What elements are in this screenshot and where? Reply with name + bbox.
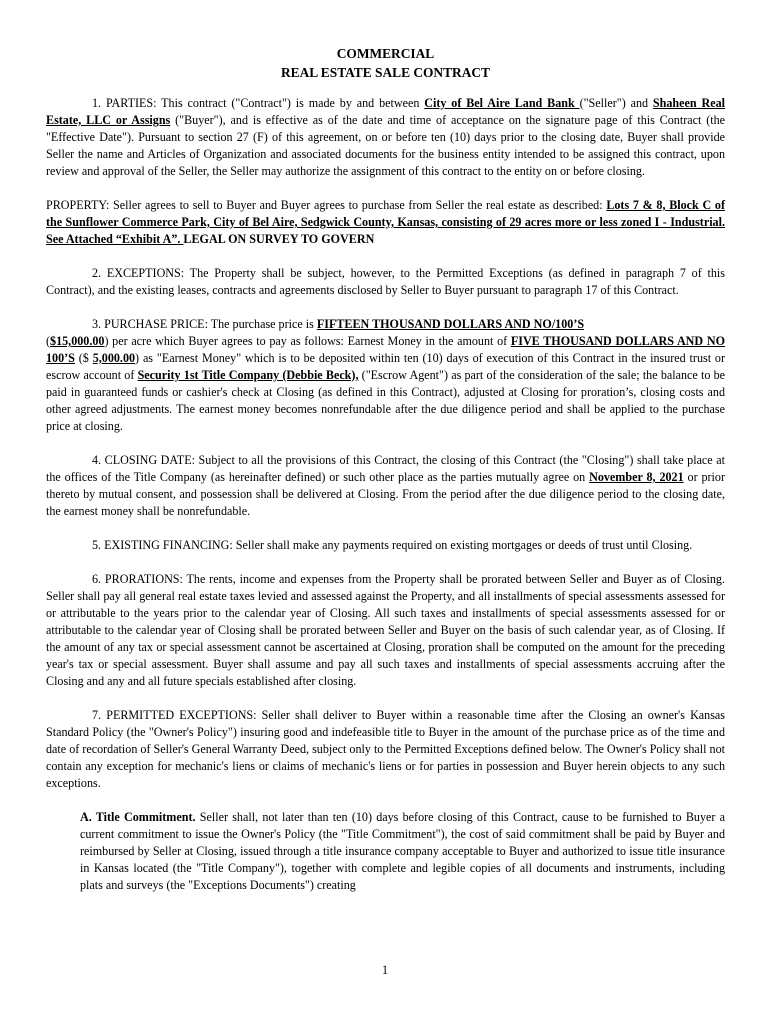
price-words: FIFTEEN THOUSAND DOLLARS AND NO/100’S [316, 317, 585, 331]
price-number: $15,000.00 [50, 334, 105, 348]
section-title-commitment [80, 809, 725, 894]
title-commitment-text: Seller shall, not later than ten (10) days before closing of this Contract, cause to be furnished to Buyer a current commitment to issue the Owner's Policy (the "Title Commitment"), the cost of said commitment shall be paid by Buyer and reimbursed by Seller at Closing, issued through a title insurance company acceptable to Buyer and authorized to issue title insurance in Kansas located (the "Title Company"), together with complete and legible copies of all documents and instruments, including plats and surveys (the "Exceptions Documents") creating [80, 810, 726, 892]
title-commitment-heading: A. Title Commitment. [80, 810, 196, 824]
property-description: Lots 7 & 8, Block C of the Sunflower Commerce Park, City of Bel Aire, Sedgwick County, Kansas, consisting of 29 acres more or less zoned I - Industrial. See Attached “Exhibit A”. [46, 198, 725, 246]
section-permitted-exceptions: 7. PERMITTED EXCEPTIONS: Seller shall deliver to Buyer within a reasonable time after the Closing an owner's Kansas Standard Policy (the "Owner's Policy") insuring good and indefeasible title to Buyer in the amount of the purchase price as of the time and date of recordation of Seller's General Warranty Deed, subject only to the Permitted Exceptions defined below. The Owner's Policy shall not contain any exception for mechanic's liens or claims of mechanic's liens or for parties in possession and Buyer herein objects to any such exceptions. [46, 708, 725, 790]
legal-on-survey: LEGAL ON SURVEY TO GOVERN [183, 232, 375, 246]
section-closing-date [46, 452, 725, 520]
page-number: 1 [381, 963, 389, 977]
property-text: PROPERTY: Seller agrees to sell to Buyer and Buyer agrees to purchase from Seller the real estate as described: [46, 198, 607, 212]
section-property [46, 197, 725, 248]
section-purchase-price [46, 316, 725, 435]
price-text: 3. PURCHASE PRICE: The purchase price is [92, 317, 317, 331]
closing-date: November 8, 2021 [589, 470, 684, 484]
parties-text: ("Buyer"), and is effective as of the date and time of acceptance on the signature page of this Contract (the "Effective Date"). Pursuant to section 27 (F) of this agreement, on or before ten (10) days prior to the closing date, Buyer shall provide Seller the name and Articles of Organization and associated documents for the business entity intended to be assigned this contract, upon review and approval of the Seller, the Seller may authorize the assignment of this contract to the entity on or before closing. [46, 113, 726, 178]
closing-text: 4. CLOSING DATE: Subject to all the provisions of this Contract, the closing of this Contract (the "Closing") shall take place at the offices of the Title Company (as hereinafter defined) or such other place as the parties mutually agree on [46, 453, 725, 484]
seller-name: City of Bel Aire Land Bank [424, 96, 580, 110]
section-prorations: 6. PRORATIONS: The rents, income and expenses from the Property shall be prorated between Seller and Buyer as of Closing. Seller shall pay all general real estate taxes levied and assessed against the Property, and all installments of special assessments assessed for or attributable to the years prior to the calendar year of Closing. All such taxes and installments of special assessments assessed for or attributable to the calendar year of Closing shall be prorated between Seller and Buyer on the basis of such calendar year, as of Closing. If the amount of any tax or special assessment cannot be ascertained at Closing, proration shall be computed on the amount for the preceding year's tax or special assessment. Buyer shall assume and pay all such taxes and installments of special assessments accruing after the Closing and any and all future specials established after closing. [46, 572, 725, 688]
section-exceptions: 2. EXCEPTIONS: The Property shall be subject, however, to the Permitted Exceptions (as defined in paragraph 7 of this Contract), and the existing leases, contracts and agreements disclosed by Seller to Buyer pursuant to paragraph 17 of this Contract. [46, 266, 725, 297]
section-parties [46, 95, 725, 180]
title-line-1: COMMERCIAL [336, 46, 435, 61]
buyer-name: Shaheen Real Estate, LLC or Assigns [46, 96, 725, 127]
parties-text: 1. PARTIES: This contract ("Contract") is made by and between [92, 96, 425, 110]
price-text: ("Escrow Agent") as part of the consideration of the sale; the balance to be paid in guaranteed funds or cashier's check at Closing (as defined in this Contract), adjusted at Closing for proration’s, closing costs and other agreed adjustments. The earnest money becomes nonrefundable after the due diligence period and shall be applied to the purchase price at closing. [46, 368, 725, 433]
parties-text: ("Seller") and [579, 96, 653, 110]
closing-text: or prior thereto by mutual consent, and possession shall be delivered at Closing. From the period after the due diligence period to the closing date, the earnest money shall be nonrefundable. [46, 470, 725, 518]
price-text: ($ [74, 351, 93, 365]
earnest-money-words: FIVE THOUSAND DOLLARS AND NO 100’S [46, 334, 725, 365]
earnest-money-number: 5,000.00 [92, 351, 136, 365]
price-text: ) per acre which Buyer agrees to pay as follows: Earnest Money in the amount of [104, 334, 511, 348]
price-text: ( [46, 334, 51, 348]
price-text: ) as "Earnest Money" which is to be deposited within ten (10) days of execution of this Contract in the insured trust or escrow account of [46, 351, 725, 382]
escrow-agent: Security 1st Title Company (Debbie Beck), [137, 368, 359, 382]
title-line-2: REAL ESTATE SALE CONTRACT [281, 65, 490, 80]
document-title [46, 44, 725, 82]
section-existing-financing: 5. EXISTING FINANCING: Seller shall make any payments required on existing mortgages or deeds of trust until Closing. [92, 538, 693, 552]
